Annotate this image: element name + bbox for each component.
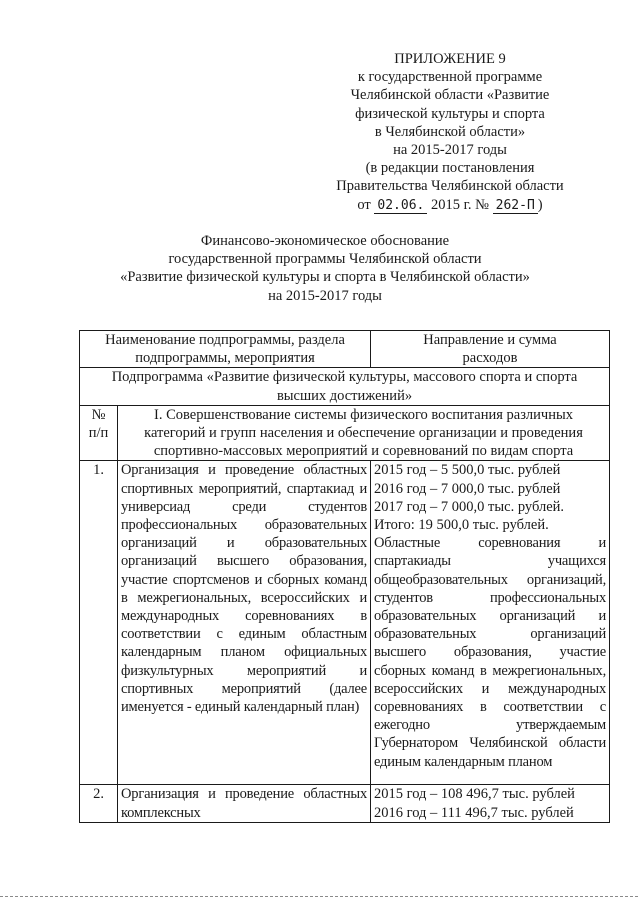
resolution-number-value: 262-П (493, 198, 538, 214)
subprogram-title: Подпрограмма «Развитие физической культуры, массового спорта и спорта высших достижений» (80, 368, 610, 405)
section-row (80, 405, 610, 461)
amount-line: 2016 год – 111 496,7 тыс. рублей (374, 804, 574, 821)
row-amount-cell (371, 461, 610, 785)
title-line: государственной программы Челябинской области (168, 251, 482, 268)
annex-heading: ПРИЛОЖЕНИЕ 9 (394, 51, 506, 67)
date-suffix: ) (537, 196, 543, 213)
table-row (80, 461, 610, 785)
annex-line: (в редакции постановления (365, 160, 535, 177)
subprogram-row (80, 368, 610, 405)
row-amount-cell (371, 785, 610, 822)
resolution-date-line (300, 196, 600, 214)
section-number-label: № п/п (80, 405, 118, 461)
date-prefix: от (357, 196, 371, 213)
annex-line: на 2015-2017 годы (393, 142, 507, 159)
annex-line: к государственной программе (357, 69, 543, 86)
date-middle: 2015 г. № (430, 196, 490, 213)
resolution-date-value: 02.06. (374, 198, 427, 214)
amount-line: 2015 год – 5 500,0 тыс. рублей (374, 462, 561, 479)
header-col-name: Наименование подпрограммы, раздела подпрограммы, мероприятия (80, 331, 371, 368)
row-name: Организация и проведение областных комплексных (118, 785, 371, 822)
section-title: I. Совершенствование системы физического воспитания различных категорий и групп населения и обеспечение организации и проведения спортивно-массовых мероприятий и соревнований по видам спорта (118, 405, 610, 461)
table-header-row (80, 331, 610, 368)
annex-line: физической культуры и спорта (355, 105, 545, 122)
header-col-amount: Направление и сумма расходов (371, 331, 610, 368)
amount-line: 2017 год – 7 000,0 тыс. рублей. (374, 498, 565, 515)
row-name: Организация и проведение областных спортивных мероприятий, спартакиад и универсиад среди студентов профессиональных образовательных организаций и образовательных организаций высшего образования, участие спортсменов и сборных команд в межрегиональных, всероссийских и международных соревнованиях в соответствии с единым областным календарным планом официальных физкультурных мероприятий и спортивных мероприятий (далее именуется - единый календарный план) (118, 461, 371, 785)
financial-table (79, 330, 610, 823)
title-line: на 2015-2017 годы (268, 287, 382, 304)
document-title (70, 232, 580, 305)
table-row (80, 785, 610, 822)
title-line: «Развитие физической культуры и спорта в Челябинской области» (120, 269, 530, 286)
annex-block (300, 50, 600, 214)
row-number: 2. (80, 785, 118, 822)
row-number: 1. (80, 461, 118, 785)
row-direction: Областные соревнования и спартакиады учащихся общеобразовательных организаций, студентов профессиональных образовательных организаций и образовательных организаций высшего образования, участие сборных команд в межрегиональных, всероссийских и международных соревнованиях в соответствии с ежегодно утверждаемым Губернатором Челябинской области единым календарным планом (374, 535, 607, 770)
amount-line: 2015 год – 108 496,7 тыс. рублей (374, 786, 575, 803)
annex-line: в Челябинской области» (374, 123, 526, 140)
annex-line: Правительства Челябинской области (336, 178, 564, 195)
amount-line: 2016 год – 7 000,0 тыс. рублей (374, 480, 561, 497)
annex-line: Челябинской области «Развитие (350, 87, 550, 104)
scan-bottom-edge (0, 896, 640, 897)
amount-total: Итого: 19 500,0 тыс. рублей. (374, 517, 549, 534)
title-line: Финансово-экономическое обоснование (200, 233, 450, 249)
